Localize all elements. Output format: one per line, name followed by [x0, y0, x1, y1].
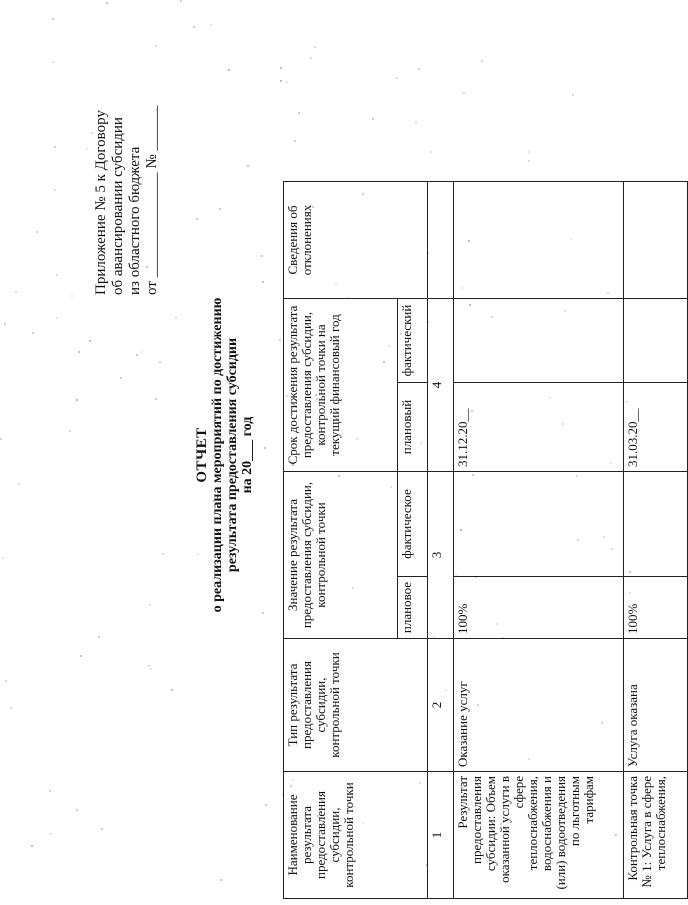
row-value-fact: [454, 472, 624, 577]
row-deviation: [454, 182, 624, 299]
appendix-note: [93, 5, 161, 295]
row-type: Оказание услуг: [454, 639, 624, 772]
column-number: 3: [428, 472, 454, 639]
appendix-line: от ______________ № ______: [144, 105, 160, 295]
table-row: [624, 182, 688, 899]
row-deadline-fact: [624, 299, 688, 383]
row-type: Услуга оказана: [624, 639, 688, 772]
column-number: 4: [428, 299, 454, 472]
header-type: Тип результата предоставления субсидии, контрольной точки: [284, 639, 428, 772]
report-heading: [195, 205, 255, 705]
row-name: Контрольная точка № 1: Услуга в сфере теплоснабжения,: [624, 772, 688, 899]
subheader-deadline-fact: фактический: [398, 299, 428, 383]
report-title: ОТЧЕТ: [194, 427, 210, 483]
column-number: 2: [428, 639, 454, 772]
row-deviation: [624, 182, 688, 299]
header-deviation: Сведения об отклонениях: [284, 182, 428, 299]
row-name: Результат предоставления субсидии: Объем оказанной услуги в сфере теплоснабжения, водоснабжения и (или) водоотведения по льготным тарифам: [454, 772, 624, 899]
header-deadline: Срок достижения результата предоставления субсидии, контрольной точки на текущий финансовый год: [284, 299, 398, 472]
appendix-line: из областного бюджета: [127, 146, 143, 295]
subheader-value-plan: плановое: [398, 577, 428, 639]
appendix-line: Приложение № 5 к Договору: [93, 110, 109, 295]
table-row: [454, 182, 624, 899]
row-value-plan: 100%: [454, 577, 624, 639]
report-table: [283, 181, 688, 899]
subheader-deadline-plan: плановый: [398, 383, 428, 472]
report-subtitle: о реализации плана мероприятий по достижению: [210, 297, 225, 613]
report-subtitle: результата предоставления субсидии: [225, 337, 240, 573]
subheader-value-fact: фактическое: [398, 472, 428, 577]
row-value-plan: 100%: [624, 577, 688, 639]
row-deadline-plan: 31.03.20__: [624, 383, 688, 472]
header-value: Значение результата предоставления субсидии, контрольной точки: [284, 472, 398, 639]
column-number-empty: [428, 182, 454, 299]
column-number: 1: [428, 772, 454, 899]
row-deadline-fact: [454, 299, 624, 383]
row-deadline-plan: 31.12.20__: [454, 383, 624, 472]
header-name: Наименование результата предоставления субсидии, контрольной точки: [284, 772, 428, 899]
number-row: [428, 182, 454, 899]
report-year: на 20___ год: [240, 416, 255, 494]
header-row: [284, 182, 398, 899]
appendix-line: об авансировании субсидии: [110, 117, 126, 295]
row-value-fact: [624, 472, 688, 577]
